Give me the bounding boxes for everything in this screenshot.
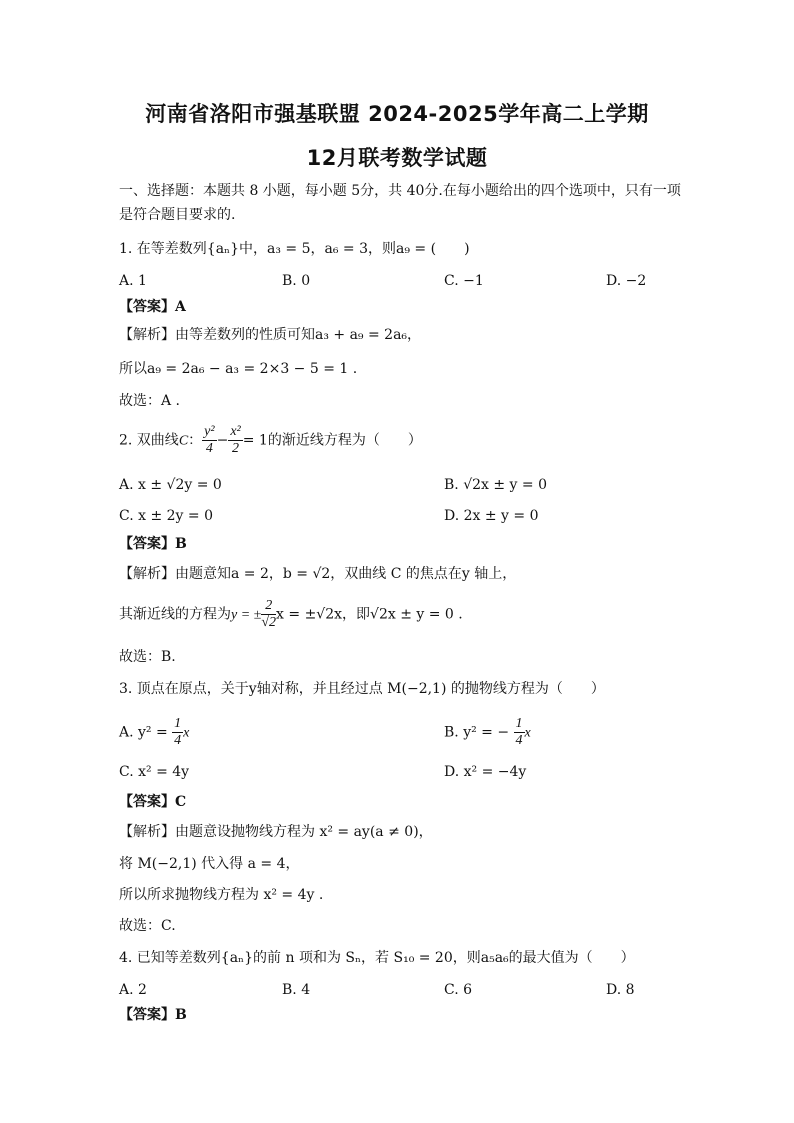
section-heading-line-2: 是符合题目要求的. xyxy=(119,207,236,223)
question-2-stem-prefix: 2. 双曲线 xyxy=(119,432,179,449)
question-4-option-d: D. 8 xyxy=(606,982,635,998)
question-1-option-b: B. 0 xyxy=(282,273,311,289)
question-2-analysis-line-3: 故选：B. xyxy=(119,649,176,665)
question-2-analysis-suffix: x = ±√2x，即√2x ± y = 0 . xyxy=(276,606,463,623)
question-3-option-a-fraction xyxy=(172,716,183,749)
question-1-option-a: A. 1 xyxy=(119,273,147,289)
question-1-option-c: C. −1 xyxy=(444,273,484,289)
question-3-analysis-line-4: 故选：C. xyxy=(119,918,176,934)
question-3-option-b-denominator: 4 xyxy=(515,733,523,748)
question-2-fraction-1-denominator: 4 xyxy=(205,441,213,456)
question-4-stem: 4. 已知等差数列{aₙ}的前 n 项和为 Sₙ，若 S₁₀ = 20，则a₅a₆的最大值为（ ） xyxy=(119,950,635,966)
question-2-answer: 【答案】B xyxy=(119,536,187,552)
question-1-option-d: D. −2 xyxy=(606,273,647,289)
question-2-fraction-1-numerator: y² xyxy=(204,424,215,439)
question-3-analysis-line-3: 所以所求抛物线方程为 x² = 4y . xyxy=(119,887,324,903)
question-2-stem-c: C xyxy=(178,433,189,449)
question-3-option-c: C. x² = 4y xyxy=(119,764,190,780)
question-3-option-b-prefix: B. y² = − xyxy=(444,724,510,741)
question-2-fraction-2-denominator: 2 xyxy=(232,441,240,456)
question-2-analysis-y-eq: y = ± xyxy=(231,607,262,623)
question-4-answer: 【答案】B xyxy=(119,1007,187,1023)
question-3-option-a-numerator: 1 xyxy=(174,716,182,731)
document-title-line-1: 河南省洛阳市强基联盟 2024-2025学年高二上学期 xyxy=(145,102,649,126)
question-2-option-c: C. x ± 2y = 0 xyxy=(119,508,213,524)
question-2-analysis-fraction xyxy=(261,598,276,631)
question-3-analysis-line-2: 将 M(−2,1) 代入得 a = 4， xyxy=(119,856,300,872)
question-2-option-d: D. 2x ± y = 0 xyxy=(444,508,539,524)
question-3-option-a-prefix: A. y² = xyxy=(119,724,168,741)
question-1-analysis-line-1: 【解析】由等差数列的性质可知a₃ + a₉ = 2a₆， xyxy=(119,327,422,343)
question-3-option-b xyxy=(444,716,531,749)
question-1-answer: 【答案】A xyxy=(119,299,186,315)
question-1-analysis-line-3: 故选：A . xyxy=(119,393,181,409)
document-title-line-2: 12月联考数学试题 xyxy=(306,146,488,170)
question-2-option-a: A. x ± √2y = 0 xyxy=(119,477,222,493)
question-3-option-b-suffix: x xyxy=(524,725,531,741)
question-1-stem: 1. 在等差数列{aₙ}中，a₃ = 5，a₆ = 3，则a₉ = ( ) xyxy=(119,241,470,257)
section-heading-line-1: 一、选择题：本题共 8 小题，每小题 5分，共 40分.在每小题给出的四个选项中，只有一项 xyxy=(119,183,681,199)
question-2-fraction-2 xyxy=(228,424,242,457)
question-2-analysis-line-2 xyxy=(119,598,463,631)
question-2-stem-suffix: = 1的渐近线方程为（ ） xyxy=(242,432,422,449)
question-2-analysis-fraction-denominator: √2 xyxy=(261,615,277,630)
question-1-analysis-line-2: 所以a₉ = 2a₆ − a₃ = 2×3 − 5 = 1 . xyxy=(119,361,358,377)
question-2-analysis-prefix: 其渐近线的方程为 xyxy=(119,606,231,623)
question-4-option-a: A. 2 xyxy=(119,982,147,998)
question-2-analysis-fraction-numerator: 2 xyxy=(261,598,276,615)
question-2-stem-mid: ： xyxy=(188,432,203,449)
question-2-analysis-line-1: 【解析】由题意知a = 2，b = √2，双曲线 C 的焦点在y 轴上， xyxy=(119,566,517,582)
question-2-stem xyxy=(119,424,422,457)
question-2-fraction-2-numerator: x² xyxy=(230,424,241,439)
question-3-option-d: D. x² = −4y xyxy=(444,764,527,780)
question-3-answer: 【答案】C xyxy=(119,794,187,810)
question-4-option-c: C. 6 xyxy=(444,982,473,998)
question-2-fraction-1 xyxy=(202,424,216,457)
question-3-analysis-line-1: 【解析】由题意设抛物线方程为 x² = ay(a ≠ 0)， xyxy=(119,824,433,840)
question-3-option-b-numerator: 1 xyxy=(515,716,523,731)
question-3-option-a-suffix: x xyxy=(183,725,190,741)
question-3-option-a-denominator: 4 xyxy=(174,733,182,748)
question-2-minus: − xyxy=(216,432,229,449)
question-2-option-b: B. √2x ± y = 0 xyxy=(444,477,547,493)
question-4-option-b: B. 4 xyxy=(282,982,311,998)
question-3-option-b-fraction xyxy=(514,716,525,749)
question-3-option-a xyxy=(119,716,189,749)
question-3-stem: 3. 顶点在原点，关于y轴对称，并且经过点 M(−2,1) 的抛物线方程为（ ） xyxy=(119,681,605,697)
